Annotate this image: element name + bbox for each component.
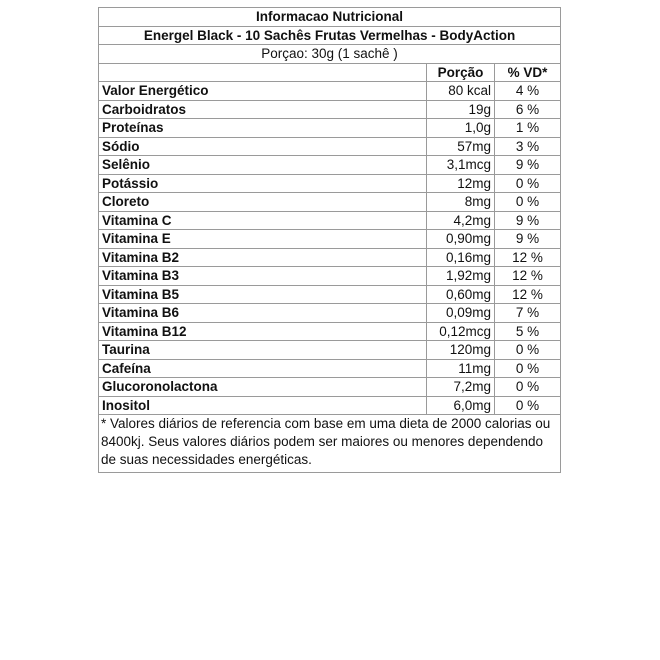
spacer-cell xyxy=(359,304,427,323)
nutrient-name: Potássio xyxy=(99,174,359,193)
nutrient-amount: 7,2mg xyxy=(427,378,495,397)
nutrient-vd: 0 % xyxy=(495,174,561,193)
serving-row xyxy=(99,45,561,64)
nutrient-name: Taurina xyxy=(99,341,359,360)
nutrient-row xyxy=(99,267,561,286)
nutrient-row xyxy=(99,359,561,378)
nutrient-amount: 6,0mg xyxy=(427,396,495,415)
nutrient-name: Vitamina E xyxy=(99,230,359,249)
nutrient-amount: 1,92mg xyxy=(427,267,495,286)
nutrient-amount: 8mg xyxy=(427,193,495,212)
nutrient-name: Vitamina B3 xyxy=(99,267,359,286)
nutrient-name: Cafeína xyxy=(99,359,359,378)
nutrient-vd: 12 % xyxy=(495,248,561,267)
spacer-cell xyxy=(359,211,427,230)
nutrient-amount: 12mg xyxy=(427,174,495,193)
nutrient-name: Carboidratos xyxy=(99,100,359,119)
spacer-cell xyxy=(359,119,427,138)
nutrient-vd: 0 % xyxy=(495,193,561,212)
nutrient-name: Glucoronolactona xyxy=(99,378,359,397)
nutrient-vd: 1 % xyxy=(495,119,561,138)
nutrient-amount: 80 kcal xyxy=(427,82,495,101)
spacer-cell xyxy=(359,267,427,286)
nutrient-row xyxy=(99,119,561,138)
spacer-cell xyxy=(359,322,427,341)
nutrient-vd: 0 % xyxy=(495,359,561,378)
nutrient-vd: 4 % xyxy=(495,82,561,101)
nutrient-row xyxy=(99,211,561,230)
nutrient-row xyxy=(99,156,561,175)
nutrient-name: Cloreto xyxy=(99,193,359,212)
nutrient-amount: 0,12mcg xyxy=(427,322,495,341)
nutrient-amount: 0,09mg xyxy=(427,304,495,323)
nutrient-row xyxy=(99,82,561,101)
nutrient-header-cell xyxy=(99,63,359,82)
nutrient-vd: 12 % xyxy=(495,267,561,286)
spacer-cell xyxy=(359,285,427,304)
nutrient-name: Valor Energético xyxy=(99,82,359,101)
nutrient-name: Vitamina B12 xyxy=(99,322,359,341)
nutrient-row xyxy=(99,341,561,360)
spacer-cell xyxy=(359,82,427,101)
nutrient-vd: 9 % xyxy=(495,156,561,175)
nutrition-table xyxy=(98,7,561,473)
spacer-cell xyxy=(359,359,427,378)
spacer-cell xyxy=(359,156,427,175)
nutrient-amount: 0,60mg xyxy=(427,285,495,304)
nutrient-amount: 11mg xyxy=(427,359,495,378)
nutrient-vd: 9 % xyxy=(495,230,561,249)
nutrient-row xyxy=(99,396,561,415)
spacer-cell xyxy=(359,193,427,212)
nutrient-row xyxy=(99,304,561,323)
nutrient-vd: 0 % xyxy=(495,396,561,415)
nutrient-vd: 0 % xyxy=(495,341,561,360)
vd-column-header: % VD* xyxy=(495,63,561,82)
spacer-cell xyxy=(359,396,427,415)
nutrient-row xyxy=(99,230,561,249)
nutrient-row xyxy=(99,193,561,212)
spacer-cell xyxy=(359,100,427,119)
nutrient-name: Vitamina C xyxy=(99,211,359,230)
nutrient-amount: 4,2mg xyxy=(427,211,495,230)
nutrient-vd: 3 % xyxy=(495,137,561,156)
nutrient-name: Vitamina B5 xyxy=(99,285,359,304)
spacer-cell xyxy=(359,174,427,193)
nutrient-row xyxy=(99,378,561,397)
nutrient-row xyxy=(99,322,561,341)
nutrient-amount: 19g xyxy=(427,100,495,119)
table-title: Informacao Nutricional xyxy=(99,8,561,27)
nutrient-row xyxy=(99,248,561,267)
nutrient-amount: 1,0g xyxy=(427,119,495,138)
portion-column-header: Porção xyxy=(427,63,495,82)
nutrient-name: Sódio xyxy=(99,137,359,156)
nutrient-name: Vitamina B6 xyxy=(99,304,359,323)
nutrient-amount: 0,90mg xyxy=(427,230,495,249)
nutrient-row xyxy=(99,137,561,156)
nutrient-name: Inositol xyxy=(99,396,359,415)
product-row xyxy=(99,26,561,45)
column-header-row xyxy=(99,63,561,82)
nutrient-name: Vitamina B2 xyxy=(99,248,359,267)
nutrient-row xyxy=(99,174,561,193)
spacer-cell xyxy=(359,341,427,360)
nutrient-vd: 7 % xyxy=(495,304,561,323)
nutrient-vd: 5 % xyxy=(495,322,561,341)
nutrient-row xyxy=(99,100,561,119)
nutrient-amount: 120mg xyxy=(427,341,495,360)
nutrient-vd: 0 % xyxy=(495,378,561,397)
spacer-cell xyxy=(359,230,427,249)
nutrient-amount: 0,16mg xyxy=(427,248,495,267)
nutrient-vd: 6 % xyxy=(495,100,561,119)
footnote: * Valores diários de referencia com base em uma dieta de 2000 calorias ou 8400kj. Seus valores diários podem ser maiores ou menores dependendo de suas necessidades energéticas. xyxy=(99,415,561,473)
nutrient-vd: 9 % xyxy=(495,211,561,230)
nutrient-name: Selênio xyxy=(99,156,359,175)
serving-size: Porçao: 30g (1 sachê ) xyxy=(99,45,561,64)
spacer-cell xyxy=(359,248,427,267)
nutrition-table-body xyxy=(99,8,561,473)
nutrient-vd: 12 % xyxy=(495,285,561,304)
nutrient-name: Proteínas xyxy=(99,119,359,138)
product-name: Energel Black - 10 Sachês Frutas Vermelhas - BodyAction xyxy=(99,26,561,45)
spacer-cell xyxy=(359,378,427,397)
nutrient-amount: 3,1mcg xyxy=(427,156,495,175)
spacer-cell xyxy=(359,137,427,156)
footnote-row xyxy=(99,415,561,473)
spacer-cell xyxy=(359,63,427,82)
nutrient-row xyxy=(99,285,561,304)
nutrient-amount: 57mg xyxy=(427,137,495,156)
title-row xyxy=(99,8,561,27)
